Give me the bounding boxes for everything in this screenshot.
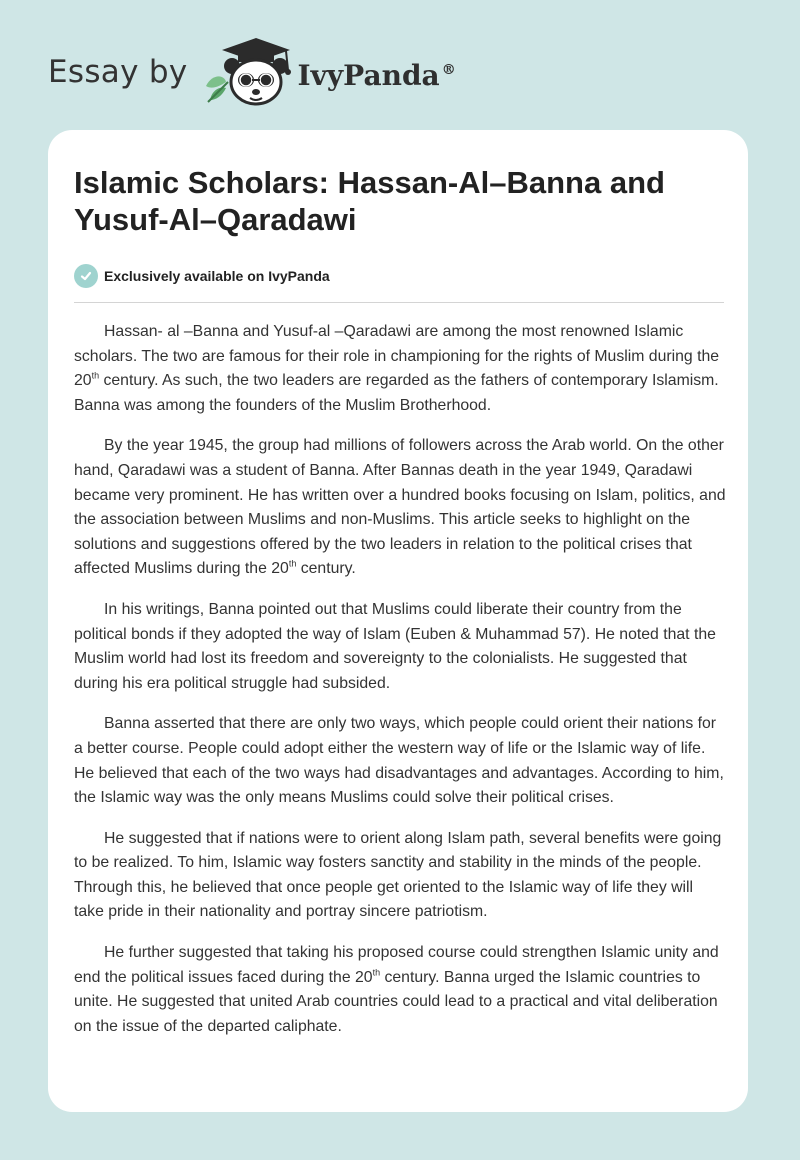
- paragraph-3: In his writings, Banna pointed out that Muslims could liberate their country from the political bonds if they adopted the way of Islam (Euben & Muhammad 57). He noted that the Muslim world had lost its freedom and sovereignty to the colonialists. He suggested that during his era political struggle had subsided.: [74, 600, 716, 692]
- paragraph-1-part-a: Hassan- al –Banna and Yusuf-al –Qaradawi are among the most renowned Islamic scholars. The two are famous for their role in championing for the rights of Muslim during the 20: [74, 323, 720, 390]
- paragraph-6: [74, 941, 726, 1039]
- ordinal-suffix: th: [288, 559, 297, 570]
- essay-by-label: Essay by: [48, 54, 188, 90]
- paragraph-5: He suggested that if nations were to orient along Islam path, several benefits were going to be realized. To him, Islamic way fosters sanctity and stability in the minds of the people. Through this, he believed that once people get oriented to the Islamic way of life they will take pride in their nationality and portray sincere patriotism.: [74, 829, 722, 921]
- brand-name: [298, 59, 456, 92]
- essay-body: [74, 320, 726, 1055]
- registered-mark: ®: [441, 62, 456, 79]
- site-header: [48, 36, 456, 108]
- ordinal-suffix: th: [91, 370, 100, 381]
- paragraph-1: [74, 320, 726, 418]
- exclusive-badge-text: Exclusively available on IvyPanda: [104, 268, 330, 284]
- paragraph-2-part-a: By the year 1945, the group had millions of followers across the Arab world. On the other hand, Qaradawi was a student of Banna. After Bannas death in the year 1949, Qaradawi became very prominent. He has written over a hundred books focusing on Islam, politics, and the association between Muslims and non-Muslims. This article seeks to highlight on the solutions and suggestions offered by the two leaders in relation to the political crises that affected Muslims during the 20: [74, 437, 726, 578]
- brand-name-text: IvyPanda: [297, 58, 440, 92]
- paragraph-6-part-a: He further suggested that taking his proposed course could strengthen Islamic unity and end the political issues faced during the 20: [74, 944, 719, 986]
- ordinal-suffix: th: [372, 967, 381, 978]
- exclusive-badge: [74, 264, 330, 288]
- paragraph-2: [74, 434, 726, 582]
- paragraph-4: Banna asserted that there are only two ways, which people could orient their nations for a better course. People could adopt either the western way of life or the Islamic way of life. He believed that each of the two ways had disadvantages and advantages. According to him, the Islamic way was the only means Muslims could solve their political crises.: [74, 715, 724, 807]
- paragraph-6-part-b: century. Banna urged the Islamic countries to unite. He suggested that united Arab countries could lead to a practical and vital deliberation on the issue of the departed caliphate.: [74, 968, 718, 1035]
- paragraph-1-part-b: century. As such, the two leaders are regarded as the fathers of contemporary Islamism. Banna was among the founders of the Muslim Brotherhood.: [74, 372, 719, 414]
- paragraph-2-part-b: century.: [296, 560, 356, 578]
- essay-card: [48, 130, 748, 1112]
- title-divider: [74, 302, 724, 303]
- check-icon: [74, 264, 98, 288]
- essay-title: Islamic Scholars: Hassan-Al–Banna and Yusuf-Al–Qaradawi: [74, 165, 665, 237]
- panda-logo-icon[interactable]: [202, 36, 296, 108]
